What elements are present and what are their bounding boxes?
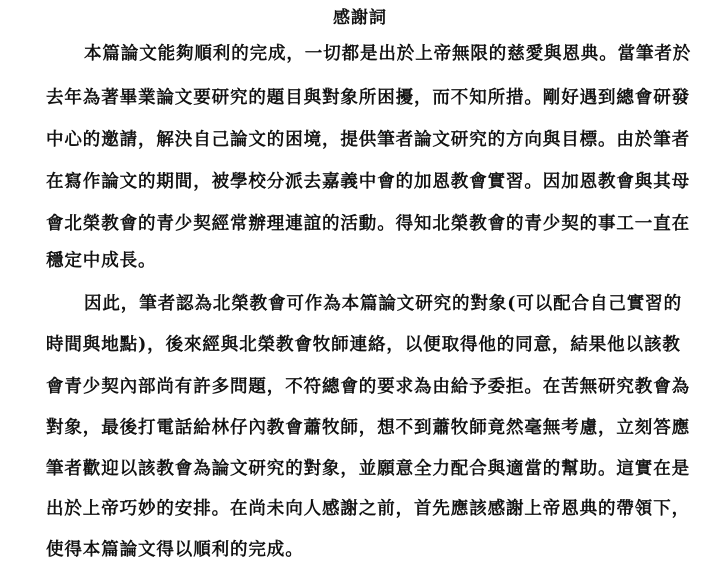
paragraph-1-line-2: 去年為著畢業論文要研究的題目與對象所困擾，而不知所措。剛好遇到總會研發 [46, 88, 690, 108]
paragraph-2-line-3: 會青少契內部尚有許多問題，不符總會的要求為由給予委拒。在苦無研究教會為 [46, 377, 690, 397]
paragraph-2-line-6: 出於上帝巧妙的安排。在尚未向人感謝之前，首先應該感謝上帝恩典的帶領下， [46, 499, 690, 519]
paragraph-1-line-3: 中心的邀請，解決自己論文的困境，提供筆者論文研究的方向與目標。由於筆者 [46, 130, 690, 150]
document-title: 感謝詞 [333, 8, 387, 28]
paragraph-1-line-1: 本篇論文能夠順利的完成，一切都是出於上帝無限的慈愛與恩典。當筆者於 [84, 44, 692, 64]
paragraph-1-line-4: 在寫作論文的期間，被學校分派去嘉義中會的加恩教會實習。因加恩教會與其母 [46, 172, 690, 192]
paragraph-2-line-7: 使得本篇論文得以順利的完成。 [46, 540, 304, 560]
paragraph-2-line-4: 對象，最後打電話給林仔內教會蕭牧師，想不到蕭牧師竟然毫無考慮，立刻答應 [46, 418, 690, 438]
paragraph-2-line-2: 時間與地點)，後來經與北榮教會牧師連絡，以便取得他的同意，結果他以該教 [46, 335, 681, 355]
paragraph-2-line-5: 筆者歡迎以該教會為論文研究的對象，並願意全力配合與適當的幫助。這實在是 [46, 459, 690, 479]
paragraph-2-line-1: 因此，筆者認為北榮教會可作為本篇論文研究的對象(可以配合自己實習的 [84, 294, 682, 314]
paragraph-1-line-6: 穩定中成長。 [46, 251, 157, 271]
paragraph-1-line-5: 會北榮教會的青少契經常辦理連誼的活動。得知北榮教會的青少契的事工一直在 [46, 214, 690, 234]
